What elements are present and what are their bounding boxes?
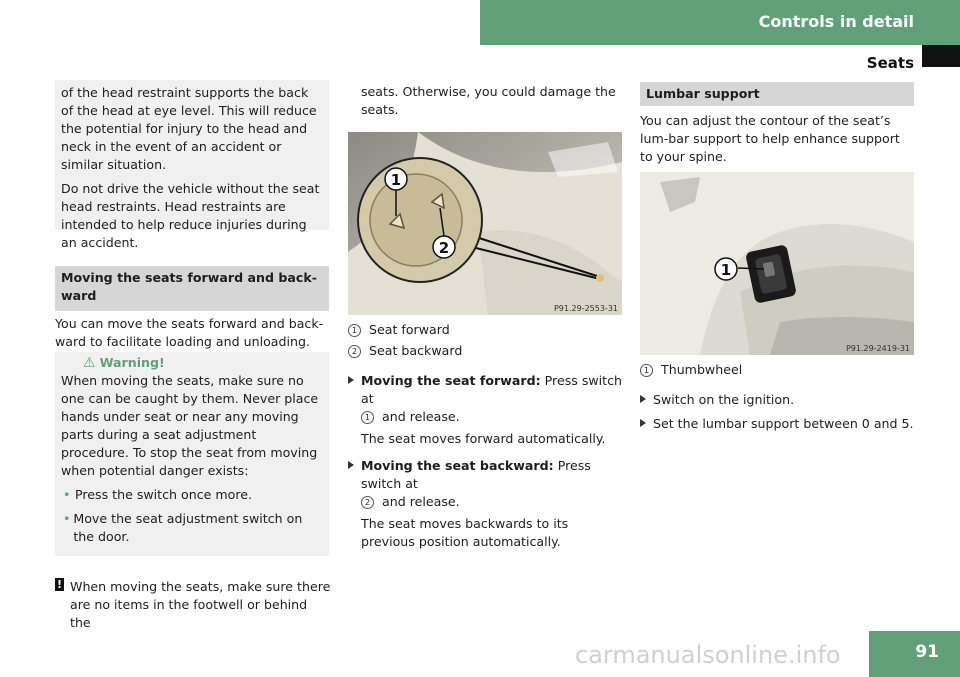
lumbar-illustration xyxy=(640,172,914,355)
notice-paragraph xyxy=(55,578,331,632)
seat-steps xyxy=(348,372,624,551)
step-backward-bold: Moving the seat backward: xyxy=(361,458,554,473)
photo-code: P91.29-2553-31 xyxy=(553,304,618,313)
section-heading-line1: Moving the seats forward and back- xyxy=(61,270,317,285)
step-backward-text xyxy=(361,457,624,493)
page-number: 91 xyxy=(915,642,939,662)
step-forward xyxy=(348,372,624,448)
section-title: Seats xyxy=(866,54,914,72)
step-forward-release: and release. xyxy=(378,409,460,424)
step-backward-release: and release. xyxy=(378,494,460,509)
lumbar-step xyxy=(640,391,916,409)
step-backward-result: The seat moves backwards to its previous position automatically. xyxy=(361,516,569,549)
warning-triangle-icon: ⚠ xyxy=(83,355,96,371)
legend-label: Seat forward xyxy=(369,322,450,337)
step-arrow-icon xyxy=(640,419,646,427)
legend-item xyxy=(348,321,622,339)
warning-bullet xyxy=(61,510,323,546)
warning-bullet xyxy=(61,486,323,504)
section-heading-seats-move xyxy=(55,266,329,311)
notice-exclamation-icon: ! xyxy=(56,578,63,591)
warning-cont-text-2: Do not drive the vehicle without the seat head restraints. Head restraints are intended to help reduce injuries during an accident. xyxy=(61,181,320,250)
warning-bullet-text: Move the seat adjustment switch on the door. xyxy=(73,511,303,544)
step-forward-instruction: Press switch at xyxy=(361,373,623,406)
legend-item xyxy=(348,342,622,360)
step-backward xyxy=(348,457,624,551)
legend-num: 2 xyxy=(348,345,361,358)
step-arrow-icon xyxy=(348,461,354,469)
section-heading-lumbar: Lumbar support xyxy=(640,82,914,106)
lumbar-steps xyxy=(640,391,916,433)
warning-title: Warning! xyxy=(99,355,165,370)
svg-text:2: 2 xyxy=(438,239,450,257)
warning-text: When moving the seats, make sure no one can be caught by them. Never place hands under seat or near any moving parts during a seat adjustment procedure. To stop the seat from moving when potential danger exists: xyxy=(61,373,319,478)
legend-label: Thumbwheel xyxy=(661,362,743,377)
step-forward-result: The seat moves forward automatically. xyxy=(361,431,606,446)
section-marker xyxy=(922,45,960,67)
svg-text:1: 1 xyxy=(720,261,732,279)
photo-code: P91.29-2419-31 xyxy=(845,344,910,353)
lumbar-step xyxy=(640,415,916,433)
seat-switch-illustration xyxy=(348,132,622,315)
warning-continuation-box xyxy=(55,80,329,250)
legend-num: 1 xyxy=(640,364,653,377)
section-heading-line2: ward xyxy=(61,288,97,303)
lumbar-step-text: Switch on the ignition. xyxy=(653,392,795,407)
warning-header xyxy=(61,354,323,372)
seats-intro-text: You can move the seats forward and back-ward to facilitate loading and unloading. xyxy=(55,316,324,349)
inline-ref-2: 2 xyxy=(361,496,374,509)
lumbar-step-text: Set the lumbar support between 0 and 5. xyxy=(653,416,914,431)
legend-label: Seat backward xyxy=(369,343,463,358)
seat-switch-photo xyxy=(348,132,622,315)
lumbar-legend xyxy=(640,361,914,379)
step-forward-text xyxy=(361,372,624,408)
notice-text: When moving the seats, make sure there are no items in the footwell or behind the xyxy=(70,579,331,630)
legend-num: 1 xyxy=(348,324,361,337)
inline-ref-1: 1 xyxy=(361,411,374,424)
chapter-title: Controls in detail xyxy=(758,12,914,31)
svg-text:1: 1 xyxy=(390,171,402,189)
step-forward-text-2 xyxy=(361,408,624,426)
seats-cont-text: seats. Otherwise, you could damage the seats. xyxy=(361,84,616,117)
warning-cont-text-1: of the head restraint supports the back of the head at eye level. This will reduce the potential for injury to the head and neck in the event of an accident or similar situation. xyxy=(61,85,317,172)
bullet-icon: • xyxy=(63,511,71,526)
step-arrow-icon xyxy=(348,376,354,384)
step-forward-bold: Moving the seat forward: xyxy=(361,373,541,388)
warning-box xyxy=(55,352,329,556)
step-backward-instruction: Press switch at xyxy=(361,458,591,491)
step-backward-text-2 xyxy=(361,493,624,511)
warning-bullet-text: Press the switch once more. xyxy=(75,487,253,502)
bullet-icon: • xyxy=(63,487,71,502)
lumbar-switch-photo xyxy=(640,172,914,355)
step-arrow-icon xyxy=(640,395,646,403)
lumbar-intro-text: You can adjust the contour of the seat’s lum-bar support to help enhance support to your spine. xyxy=(640,113,900,164)
watermark: carmanualsonline.info xyxy=(575,641,841,669)
seat-legend xyxy=(348,321,622,360)
